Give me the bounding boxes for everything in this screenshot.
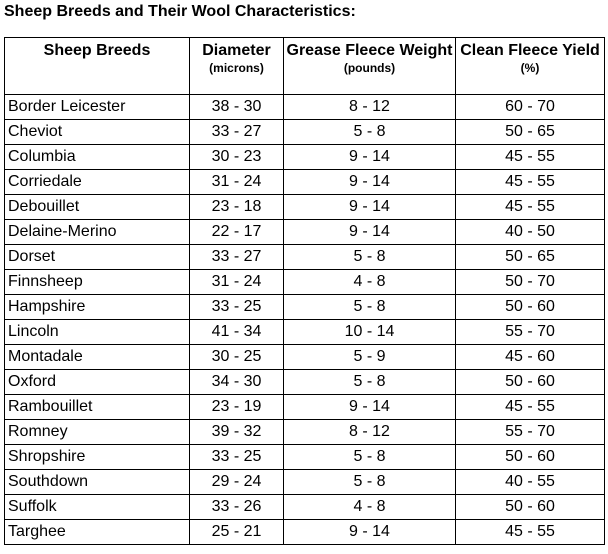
cell-diameter: 33 - 25 bbox=[190, 295, 284, 320]
cell-diameter: 34 - 30 bbox=[190, 370, 284, 395]
cell-breed: Lincoln bbox=[5, 320, 190, 345]
table-row bbox=[5, 295, 605, 320]
column-header-unit: (pounds) bbox=[343, 61, 396, 75]
column-header-label: Grease Fleece Weight bbox=[286, 42, 453, 59]
table-header-row bbox=[5, 38, 605, 95]
cell-clean-fleece-yield: 50 - 60 bbox=[456, 370, 605, 395]
wool-characteristics-table bbox=[4, 37, 605, 545]
cell-breed: Hampshire bbox=[5, 295, 190, 320]
cell-diameter: 23 - 19 bbox=[190, 395, 284, 420]
cell-breed: Columbia bbox=[5, 145, 190, 170]
cell-diameter: 30 - 23 bbox=[190, 145, 284, 170]
cell-diameter: 31 - 24 bbox=[190, 270, 284, 295]
cell-breed: Finnsheep bbox=[5, 270, 190, 295]
cell-breed: Delaine-Merino bbox=[5, 220, 190, 245]
cell-grease-fleece-weight: 8 - 12 bbox=[284, 95, 456, 120]
cell-diameter: 31 - 24 bbox=[190, 170, 284, 195]
cell-clean-fleece-yield: 45 - 55 bbox=[456, 395, 605, 420]
cell-breed: Debouillet bbox=[5, 195, 190, 220]
cell-breed: Targhee bbox=[5, 520, 190, 545]
cell-diameter: 30 - 25 bbox=[190, 345, 284, 370]
table-row bbox=[5, 245, 605, 270]
table-row bbox=[5, 520, 605, 545]
cell-diameter: 33 - 27 bbox=[190, 245, 284, 270]
column-header-label: Clean Fleece Yield bbox=[460, 42, 600, 59]
table-row bbox=[5, 145, 605, 170]
cell-breed: Oxford bbox=[5, 370, 190, 395]
cell-grease-fleece-weight: 5 - 8 bbox=[284, 120, 456, 145]
column-header-clean-fleece-yield bbox=[456, 38, 605, 95]
cell-clean-fleece-yield: 45 - 55 bbox=[456, 145, 605, 170]
cell-clean-fleece-yield: 50 - 65 bbox=[456, 120, 605, 145]
cell-clean-fleece-yield: 45 - 55 bbox=[456, 195, 605, 220]
table-row bbox=[5, 445, 605, 470]
table-row bbox=[5, 170, 605, 195]
cell-clean-fleece-yield: 40 - 50 bbox=[456, 220, 605, 245]
cell-grease-fleece-weight: 9 - 14 bbox=[284, 170, 456, 195]
cell-grease-fleece-weight: 4 - 8 bbox=[284, 270, 456, 295]
column-header-unit: (microns) bbox=[209, 61, 264, 75]
cell-breed: Romney bbox=[5, 420, 190, 445]
cell-diameter: 33 - 27 bbox=[190, 120, 284, 145]
page-title: Sheep Breeds and Their Wool Characteristics: bbox=[4, 3, 356, 20]
cell-diameter: 33 - 25 bbox=[190, 445, 284, 470]
table-row bbox=[5, 195, 605, 220]
cell-grease-fleece-weight: 5 - 8 bbox=[284, 445, 456, 470]
table-row bbox=[5, 470, 605, 495]
cell-diameter: 38 - 30 bbox=[190, 95, 284, 120]
cell-clean-fleece-yield: 45 - 55 bbox=[456, 170, 605, 195]
cell-breed: Corriedale bbox=[5, 170, 190, 195]
column-header-breed bbox=[5, 38, 190, 95]
cell-breed: Dorset bbox=[5, 245, 190, 270]
cell-grease-fleece-weight: 9 - 14 bbox=[284, 520, 456, 545]
column-header-label: Diameter bbox=[202, 42, 271, 59]
cell-breed: Shropshire bbox=[5, 445, 190, 470]
cell-breed: Cheviot bbox=[5, 120, 190, 145]
table-row bbox=[5, 370, 605, 395]
cell-grease-fleece-weight: 9 - 14 bbox=[284, 395, 456, 420]
table-row bbox=[5, 495, 605, 520]
table-body bbox=[5, 95, 605, 545]
table-row bbox=[5, 420, 605, 445]
table-row bbox=[5, 320, 605, 345]
cell-grease-fleece-weight: 5 - 8 bbox=[284, 295, 456, 320]
cell-clean-fleece-yield: 50 - 70 bbox=[456, 270, 605, 295]
cell-clean-fleece-yield: 55 - 70 bbox=[456, 420, 605, 445]
cell-diameter: 29 - 24 bbox=[190, 470, 284, 495]
cell-grease-fleece-weight: 4 - 8 bbox=[284, 495, 456, 520]
cell-diameter: 33 - 26 bbox=[190, 495, 284, 520]
cell-clean-fleece-yield: 45 - 55 bbox=[456, 520, 605, 545]
cell-breed: Southdown bbox=[5, 470, 190, 495]
cell-grease-fleece-weight: 9 - 14 bbox=[284, 145, 456, 170]
cell-clean-fleece-yield: 45 - 60 bbox=[456, 345, 605, 370]
cell-clean-fleece-yield: 50 - 60 bbox=[456, 495, 605, 520]
cell-breed: Border Leicester bbox=[5, 95, 190, 120]
cell-diameter: 25 - 21 bbox=[190, 520, 284, 545]
cell-clean-fleece-yield: 50 - 60 bbox=[456, 445, 605, 470]
cell-diameter: 22 - 17 bbox=[190, 220, 284, 245]
cell-diameter: 41 - 34 bbox=[190, 320, 284, 345]
cell-grease-fleece-weight: 9 - 14 bbox=[284, 195, 456, 220]
cell-breed: Rambouillet bbox=[5, 395, 190, 420]
table-row bbox=[5, 120, 605, 145]
table-row bbox=[5, 220, 605, 245]
cell-grease-fleece-weight: 5 - 9 bbox=[284, 345, 456, 370]
table-row bbox=[5, 395, 605, 420]
cell-grease-fleece-weight: 10 - 14 bbox=[284, 320, 456, 345]
cell-clean-fleece-yield: 40 - 55 bbox=[456, 470, 605, 495]
table-row bbox=[5, 95, 605, 120]
cell-clean-fleece-yield: 55 - 70 bbox=[456, 320, 605, 345]
cell-clean-fleece-yield: 60 - 70 bbox=[456, 95, 605, 120]
cell-grease-fleece-weight: 5 - 8 bbox=[284, 370, 456, 395]
cell-clean-fleece-yield: 50 - 60 bbox=[456, 295, 605, 320]
cell-clean-fleece-yield: 50 - 65 bbox=[456, 245, 605, 270]
cell-breed: Suffolk bbox=[5, 495, 190, 520]
column-header-label: Sheep Breeds bbox=[43, 42, 151, 59]
cell-grease-fleece-weight: 5 - 8 bbox=[284, 245, 456, 270]
column-header-diameter bbox=[190, 38, 284, 95]
table-row bbox=[5, 270, 605, 295]
table-row bbox=[5, 345, 605, 370]
column-header-grease-fleece-weight bbox=[284, 38, 456, 95]
column-header-unit: (%) bbox=[520, 61, 540, 75]
cell-diameter: 23 - 18 bbox=[190, 195, 284, 220]
cell-grease-fleece-weight: 5 - 8 bbox=[284, 470, 456, 495]
cell-diameter: 39 - 32 bbox=[190, 420, 284, 445]
cell-grease-fleece-weight: 9 - 14 bbox=[284, 220, 456, 245]
cell-breed: Montadale bbox=[5, 345, 190, 370]
cell-grease-fleece-weight: 8 - 12 bbox=[284, 420, 456, 445]
